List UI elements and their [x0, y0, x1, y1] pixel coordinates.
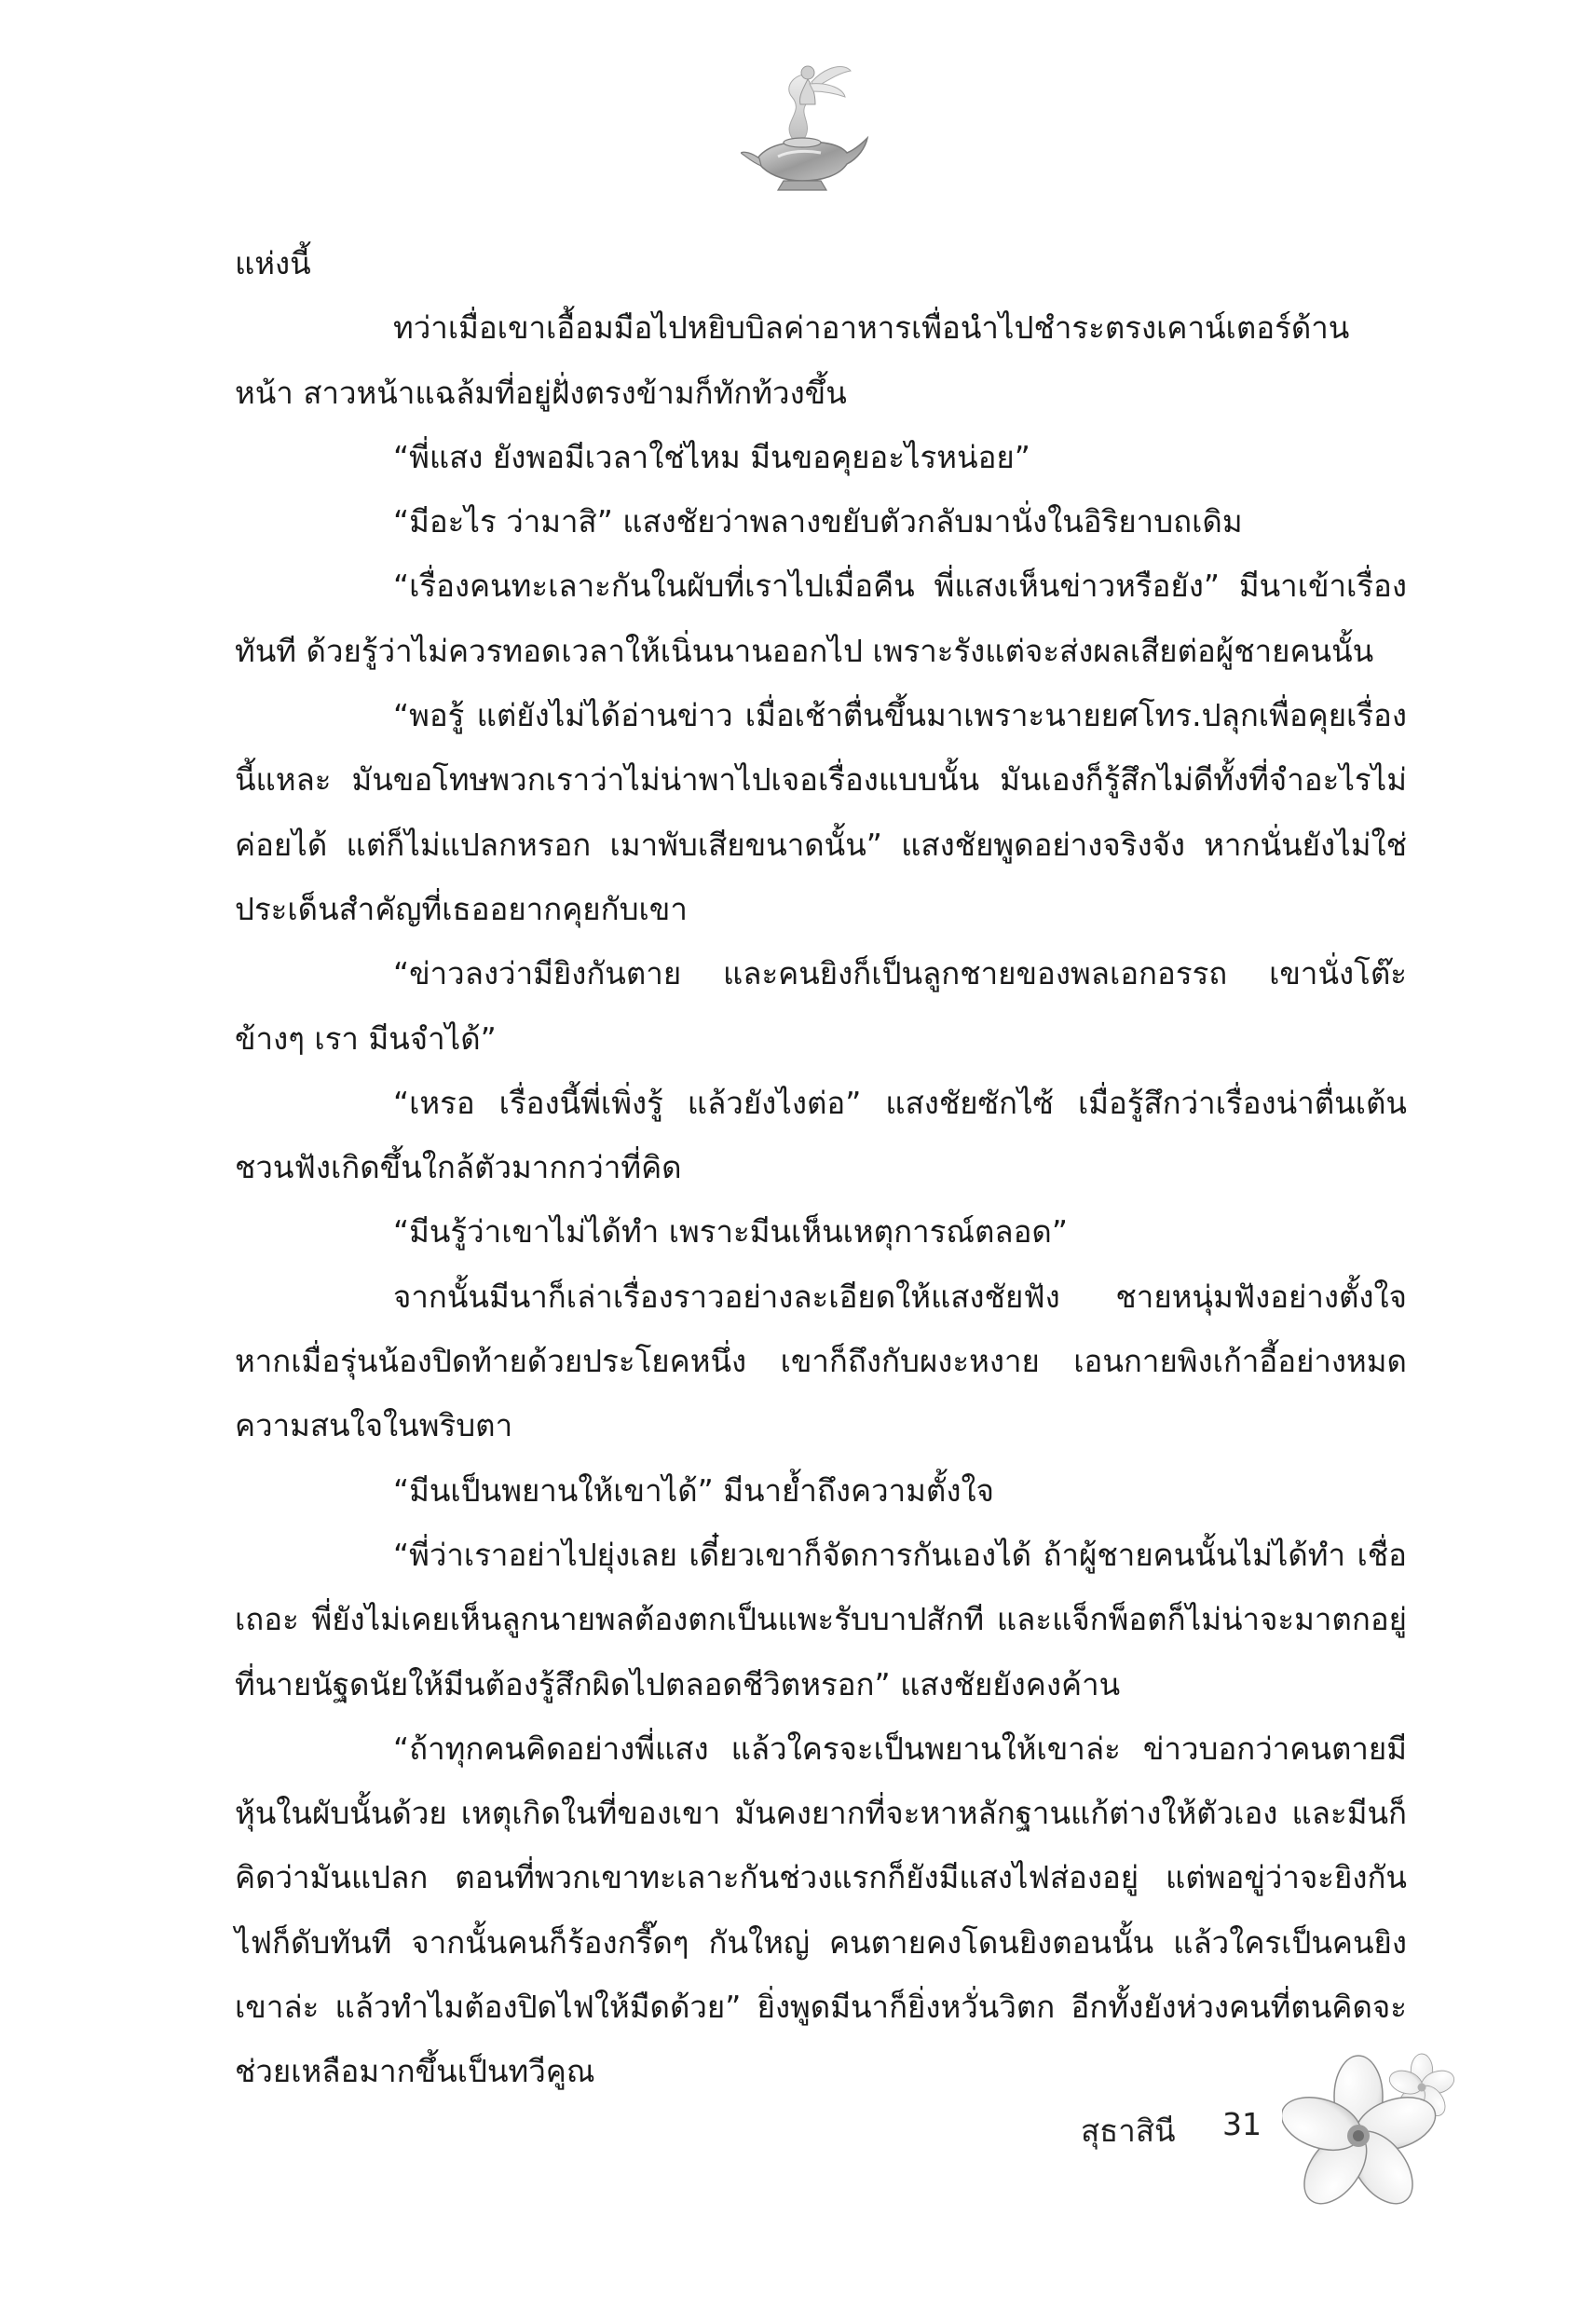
paragraph: “เหรอ เรื่องนี้พี่เพิ่งรู้ แล้วยังไงต่อ” แสงชัยซักไซ้ เมื่อรู้สึกว่าเรื่องน่าตื่นเต้นชวนฟังเกิดขึ้นใกล้ตัวมากกว่าที่คิด — [235, 1084, 1407, 1186]
paragraph: “มีนเป็นพยานให้เขาได้” มีนาย้ำถึงความตั้งใจ — [393, 1471, 994, 1509]
paragraph: “มีอะไร ว่ามาสิ” แสงชัยว่าพลางขยับตัวกลับมานั่งในอิริยาบถเดิม — [393, 503, 1243, 540]
page-number: 31 — [1222, 2106, 1262, 2142]
paragraph: “ข่าวลงว่ามียิงกันตาย และคนยิงก็เป็นลูกชายของพลเอกอรรถ เขานั่งโต๊ะข้างๆ เรา มีนจำได้” — [235, 955, 1407, 1057]
paragraph: แห่งนี้ — [235, 245, 311, 281]
paragraph: “ถ้าทุกคนคิดอย่างพี่แสง แล้วใครจะเป็นพยานให้เขาล่ะ ข่าวบอกว่าคนตายมีหุ้นในผับนั้นด้วย เหตุเกิดในที่ของเขา มันคงยากที่จะหาหลักฐานแก้ต่างให้ตัวเอง และมีนก็คิดว่ามันแปลก ตอนที่พวกเขาทะเลาะกันช่วงแรกก็ยังมีแสงไฟส่องอยู่ แต่พอขู่ว่าจะยิงกัน ไฟก็ดับทันที จากนั้นคนก็ร้องกรี๊ดๆ กันใหญ่ คนตายคงโดนยิงตอนนั้น แล้วใครเป็นคนยิงเขาล่ะ แล้วทำไมต้องปิดไฟให้มืดด้วย” ยิ่งพูดมีนาก็ยิ่งหวั่นวิตก อีกทั้งยังห่วงคนที่ตนคิดจะช่วยเหลือมากขึ้นเป็นทวีคูณ — [235, 1730, 1407, 2090]
page-footer — [1062, 2050, 1547, 2218]
paragraph: จากนั้นมีนาก็เล่าเรื่องราวอย่างละเอียดให้แสงชัยฟัง ชายหนุ่มฟังอย่างตั้งใจ หากเมื่อรุ่นน้องปิดท้ายด้วยประโยคหนึ่ง เขาก็ถึงกับผงะหงาย เอนกายพิงเก้าอี้อย่างหมดความสนใจในพริบตา — [235, 1278, 1407, 1444]
paragraph: “มีนรู้ว่าเขาไม่ได้ทำ เพราะมีนเห็นเหตุการณ์ตลอด” — [393, 1213, 1068, 1251]
magic-lamp-icon — [741, 48, 871, 198]
frangipani-flower-icon — [1282, 2050, 1459, 2213]
paragraph: “พี่แสง ยังพอมีเวลาใช่ไหม มีนขอคุยอะไรหน่อย” — [393, 438, 1030, 475]
paragraph: “พอรู้ แต่ยังไม่ได้อ่านข่าว เมื่อเช้าตื่นขึ้นมาเพราะนายยศโทร.ปลุกเพื่อคุยเรื่องนี้แหละ มันขอโทษพวกเราว่าไม่น่าพาไปเจอเรื่องแบบนั้น มันเองก็รู้สึกไม่ดีทั้งที่จำอะไรไม่ค่อยได้ แต่ก็ไม่แปลกหรอก เมาพับเสียขนาดนั้น” แสงชัยพูดอย่างจริงจัง หากนั่นยังไม่ใช่ประเด็นสำคัญที่เธออยากคุยกับเขา — [235, 697, 1407, 927]
paragraph: “เรื่องคนทะเลาะกันในผับที่เราไปเมื่อคืน พี่แสงเห็นข่าวหรือยัง” มีนาเข้าเรื่องทันที ด้วยรู้ว่าไม่ควรทอดเวลาให้เนิ่นนานออกไป เพราะรังแต่จะส่งผลเสียต่อผู้ชายคนนั้น — [235, 567, 1407, 669]
body-text — [235, 231, 1407, 2104]
paragraph: “พี่ว่าเราอย่าไปยุ่งเลย เดี๋ยวเขาก็จัดการกันเองได้ ถ้าผู้ชายคนนั้นไม่ได้ทำ เชื่อเถอะ พี่ยังไม่เคยเห็นลูกนายพลต้องตกเป็นแพะรับบาปสักที และแจ็กพ็อตก็ไม่น่าจะมาตกอยู่ที่นายนัฐดนัยให้มีนต้องรู้สึกผิดไปตลอดชีวิตหรอก” แสงชัยยังคงค้าน — [235, 1536, 1407, 1702]
book-title: สุธาสินี — [1081, 2113, 1176, 2149]
paragraph: ทว่าเมื่อเขาเอื้อมมือไปหยิบบิลค่าอาหารเพื่อนำไปชำระตรงเคาน์เตอร์ด้านหน้า สาวหน้าแฉล้มที่อยู่ฝั่งตรงข้ามก็ทักท้วงขึ้น — [235, 309, 1350, 411]
